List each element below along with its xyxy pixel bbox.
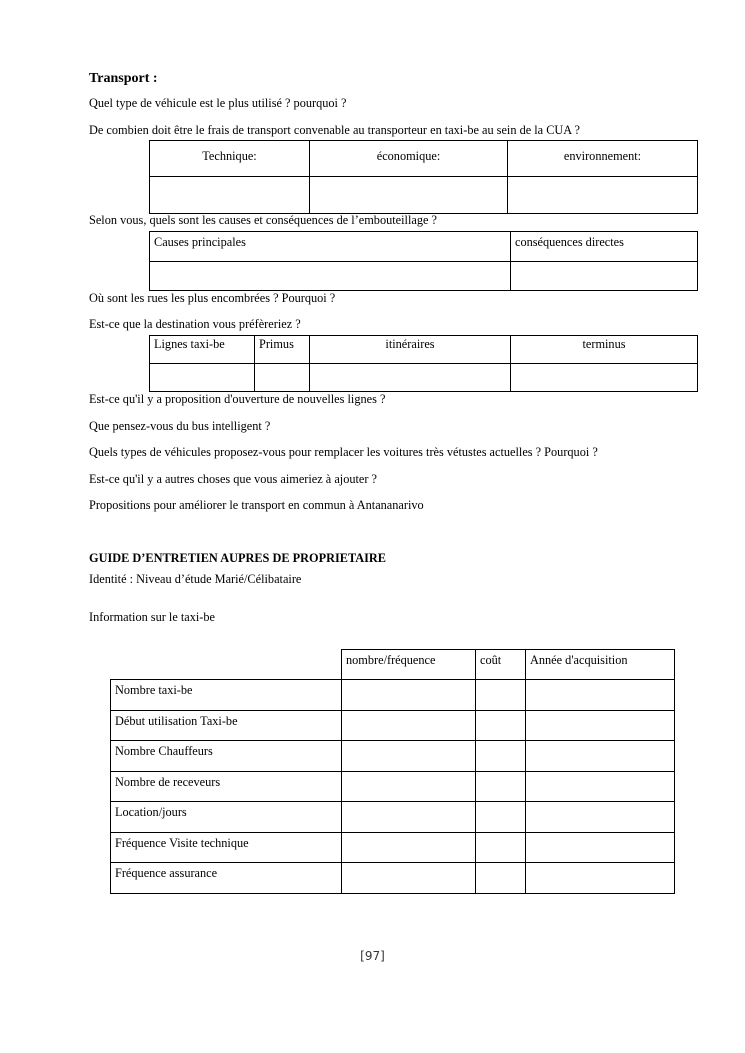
table-row — [111, 772, 675, 802]
table-cell — [526, 741, 675, 772]
table-cell — [476, 863, 526, 894]
table-cell — [476, 711, 526, 741]
row-label-nombre-receveurs: Nombre de receveurs — [111, 772, 342, 802]
table-row — [111, 802, 675, 833]
causes-cell — [511, 262, 698, 291]
causes-cell — [150, 262, 511, 291]
table-cell — [342, 741, 476, 772]
lines-cell — [255, 364, 310, 392]
lines-header-primus: Primus — [255, 336, 310, 364]
table-row — [111, 741, 675, 772]
lines-cell — [150, 364, 255, 392]
table-cell — [476, 741, 526, 772]
table-row — [111, 833, 675, 863]
table-cell — [526, 711, 675, 741]
fee-table — [149, 140, 698, 214]
causes-header-consequences: conséquences directes — [511, 232, 698, 262]
table-cell — [526, 680, 675, 711]
question-congested-streets: Où sont les rues les plus encombrées ? Pourquoi ? — [89, 291, 336, 305]
question-vehicle-type: Quel type de véhicule est le plus utilisé ? pourquoi ? — [89, 96, 347, 110]
table-cell — [526, 863, 675, 894]
table-cell — [342, 802, 476, 833]
table-cell — [526, 833, 675, 863]
owner-taxi-table — [110, 649, 675, 894]
guide-heading: GUIDE D’ENTRETIEN AUPRES DE PROPRIETAIRE — [89, 551, 386, 565]
table-cell — [342, 833, 476, 863]
fee-cell — [310, 177, 508, 214]
table-cell — [476, 833, 526, 863]
guide-identity: Identité : Niveau d’étude Marié/Célibataire — [89, 572, 302, 586]
owner-header-annee-acquisition: Année d'acquisition — [526, 650, 675, 680]
owner-header-nombre-frequence: nombre/fréquence — [342, 650, 476, 680]
table-cell — [342, 772, 476, 802]
owner-header-cout: coût — [476, 650, 526, 680]
lines-cell — [310, 364, 511, 392]
table-row — [111, 680, 675, 711]
question-smart-bus: Que pensez-vous du bus intelligent ? — [89, 419, 271, 433]
row-label-debut-utilisation: Début utilisation Taxi-be — [111, 711, 342, 741]
fee-cell — [150, 177, 310, 214]
row-label-frequence-assurance: Fréquence assurance — [111, 863, 342, 894]
question-new-lines: Est-ce qu'il y a proposition d'ouverture de nouvelles lignes ? — [89, 392, 386, 406]
question-traffic-causes: Selon vous, quels sont les causes et conséquences de l’embouteillage ? — [89, 213, 437, 227]
fee-header-environnement: environnement: — [508, 141, 698, 177]
lines-header-lignes: Lignes taxi-be — [150, 336, 255, 364]
owner-table-corner — [111, 650, 342, 680]
table-cell — [476, 802, 526, 833]
table-cell — [476, 680, 526, 711]
lines-table — [149, 335, 698, 392]
table-cell — [476, 772, 526, 802]
fee-cell — [508, 177, 698, 214]
question-destination: Est-ce que la destination vous préfèreriez ? — [89, 317, 301, 331]
table-row — [111, 711, 675, 741]
transport-heading: Transport : — [89, 71, 158, 86]
question-transport-fee: De combien doit être le frais de transport convenable au transporteur en taxi-be au sein de la CUA ? — [89, 123, 581, 137]
row-label-nombre-taxi-be: Nombre taxi-be — [111, 680, 342, 711]
row-label-visite-technique: Fréquence Visite technique — [111, 833, 342, 863]
table-row — [111, 863, 675, 894]
guide-info-label: Information sur le taxi-be — [89, 610, 216, 624]
table-cell — [526, 802, 675, 833]
proposals-text: Propositions pour améliorer le transport en commun à Antananarivo — [89, 498, 424, 512]
row-label-nombre-chauffeurs: Nombre Chauffeurs — [111, 741, 342, 772]
question-replace-vehicles: Quels types de véhicules proposez-vous pour remplacer les voitures très vétustes actuelles ? Pourquoi ? — [89, 445, 598, 459]
table-cell — [342, 863, 476, 894]
question-other: Est-ce qu'il y a autres choses que vous aimeriez à ajouter ? — [89, 472, 378, 486]
table-cell — [342, 711, 476, 741]
fee-header-economique: économique: — [310, 141, 508, 177]
causes-header-principales: Causes principales — [150, 232, 511, 262]
lines-header-itineraires: itinéraires — [310, 336, 511, 364]
table-cell — [342, 680, 476, 711]
table-cell — [526, 772, 675, 802]
causes-table — [149, 231, 698, 291]
lines-header-terminus: terminus — [511, 336, 698, 364]
lines-cell — [511, 364, 698, 392]
page-number: [97] — [360, 949, 385, 963]
row-label-location-jours: Location/jours — [111, 802, 342, 833]
fee-header-technique: Technique: — [150, 141, 310, 177]
